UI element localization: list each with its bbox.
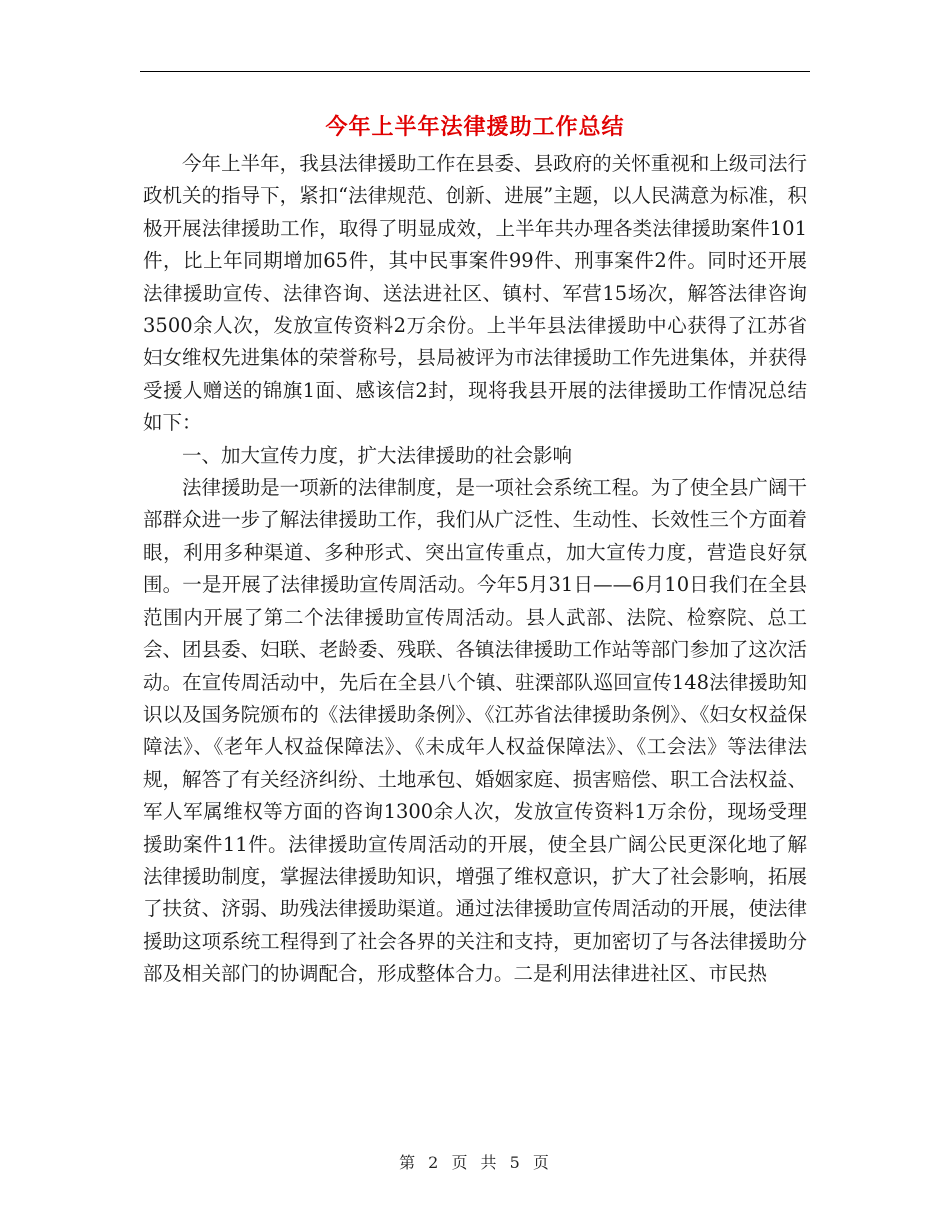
document-title: 今年上半年法律援助工作总结 xyxy=(325,114,625,140)
section-heading: 一、加大宣传力度，扩大法律援助的社会影响 xyxy=(182,443,573,467)
page-number: 第 2 页 共 5 页 xyxy=(399,1153,551,1172)
document-body xyxy=(143,148,807,991)
intro-paragraph: 今年上半年，我县法律援助工作在县委、县政府的关怀重视和上级司法行政机关的指导下，紧扣“法律规范、创新、进展”主题，以人民满意为标准，积极开展法律援助工作，取得了明显成效，上半年共办理各类法律援助案件101件，比上年同期增加65件，其中民事案件99件、刑事案件2件。同时还开展法律援助宣传、法律咨询、送法进社区、镇村、军营15场次，解答法律咨询3500余人次，发放宣传资料2万余份。上半年县法律援助中心获得了江苏省妇女维权先进集体的荣誉称号，县局被评为市法律援助工作先进集体，并获得受援人赠送的锦旗1面、感该信2封，现将我县开展的法律援助工作情况总结如下： xyxy=(143,152,807,435)
header-rule xyxy=(140,71,810,72)
body-paragraph: 法律援助是一项新的法律制度，是一项社会系统工程。为了使全县广阔干部群众进一步了解法律援助工作，我们从广泛性、生动性、长效性三个方面着眼，利用多种渠道、多种形式、突出宣传重点，加大宣传力度，营造良好氛围。一是开展了法律援助宣传周活动。今年5月31日——6月10日我们在全县范围内开展了第二个法律援助宣传周活动。县人武部、法院、检察院、总工会、团县委、妇联、老龄委、残联、各镇法律援助工作站等部门参加了这次活动。在宣传周活动中，先后在全县八个镇、驻溧部队巡回宣传148法律援助知识以及国务院颁布的《法律援助条例》、《江苏省法律援助条例》、《妇女权益保障法》、《老年人权益保障法》、《未成年人权益保障法》、《工会法》等法律法规，解答了有关经济纠纷、土地承包、婚姻家庭、损害赔偿、职工合法权益、军人军属维权等方面的咨询1300余人次，发放宣传资料1万余份，现场受理援助案件11件。法律援助宣传周活动的开展，使全县广阔公民更深化地了解法律援助制度，掌握法律援助知识，增强了维权意识，扩大了社会影响，拓展了扶贫、济弱、助残法律援助渠道。通过法律援助宣传周活动的开展，使法律援助这项系统工程得到了社会各界的关注和支持，更加密切了与各法律援助分部及相关部门的协调配合，形成整体合力。二是利用法律进社区、市民热 xyxy=(143,476,807,986)
